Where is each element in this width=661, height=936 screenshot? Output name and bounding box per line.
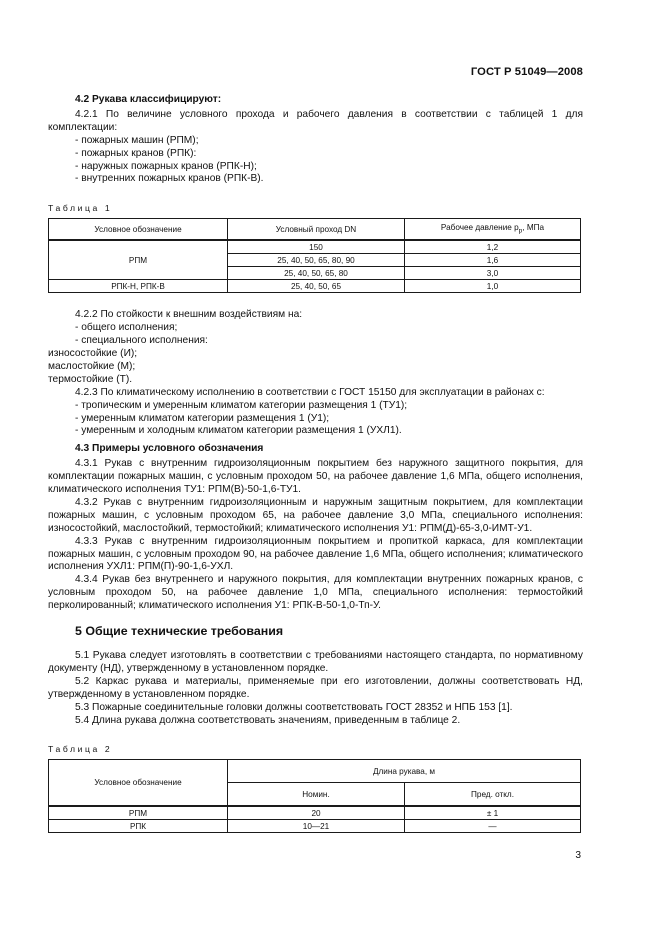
paragraph-4-3-3: 4.3.3 Рукав с внутренним гидроизоляционным покрытием и пропиткой каркаса, для комплектации пожарных машин, с условным проходом 90, на рабочее давление 1,6 МПа, общего исполнения; климатического исполнения УХЛ1: РПМ(П)-90-1,6-УХЛ. — [48, 535, 583, 573]
paragraph-5-4: 5.4 Длина рукава должна соответствовать значениям, приведенным в таблице 2. — [75, 714, 461, 726]
table-cell-designation: РПМ — [49, 806, 228, 820]
table-row — [49, 240, 581, 254]
table-cell-designation: РПК — [49, 820, 228, 833]
list-item: - пожарных кранов (РПК): — [75, 147, 197, 159]
table-header-cell: Номин. — [228, 783, 405, 807]
table-cell-dn: 25, 40, 50, 65, 80 — [228, 267, 405, 280]
table-cell-dn: 25, 40, 50, 65, 80, 90 — [228, 254, 405, 267]
text-line: термостойкие (Т). — [48, 373, 133, 385]
paragraph-5-3: 5.3 Пожарные соединительные головки должны соответствовать ГОСТ 28352 и НПБ 153 [1]. — [75, 701, 513, 713]
table-cell-dn: 25, 40, 50, 65 — [228, 280, 405, 293]
table-1 — [48, 218, 581, 293]
table-row — [49, 806, 581, 820]
table-cell-pressure: 1,0 — [405, 280, 581, 293]
table-header-cell: Условное обозначение — [49, 760, 228, 807]
spacer — [48, 186, 583, 202]
text-line: износостойкие (И); — [48, 347, 138, 359]
paragraph-4-3-1: 4.3.1 Рукав с внутренним гидроизоляционным покрытием без наружного защитного покрытия, для комплектации пожарных машин, с условным проходом 50, на рабочее давление 1,6 МПа, общего исполнения, климатического исполнения ТУ1: РПМ(В)-50-1,6-ТУ1. — [48, 458, 583, 496]
table-cell-pressure: 1,6 — [405, 254, 581, 267]
table-2-caption: Таблица 2 — [48, 744, 113, 755]
section-4-3-title: 4.3 Примеры условного обозначения — [75, 443, 264, 455]
paragraph-5-2: 5.2 Каркас рукава и материалы, применяемые при его изготовлении, должны соответствовать НД, утвержденному в установленном порядке. — [48, 675, 583, 700]
table-header-cell: Длина рукава, м — [228, 760, 581, 783]
table-header-cell: Условное обозначение — [49, 219, 228, 241]
list-item: - наружных пожарных кранов (РПК-Н); — [75, 160, 257, 172]
table-cell-dn: 150 — [228, 240, 405, 254]
paragraph-5-1: 5.1 Рукава следует изготовлять в соответствии с требованиями настоящего стандарта, по нормативному документу (НД), утвержденному в установленном порядке. — [48, 650, 583, 674]
spacer — [48, 727, 583, 743]
table-cell-tolerance: ± 1 — [405, 806, 581, 820]
table-row — [49, 280, 581, 293]
table-row — [49, 820, 581, 833]
header-text: Рабочее давление p — [440, 222, 519, 232]
paragraph-4-2-1: 4.2.1 По величине условного прохода и рабочего давления в соответствии с таблицей 1 для комплектации: — [48, 108, 583, 133]
header-unit: , МПа — [522, 222, 545, 232]
table-header-row — [49, 760, 581, 783]
document-body — [48, 94, 583, 833]
section-5-title: 5 Общие технические требования — [75, 624, 284, 639]
table-cell-pressure: 1,2 — [405, 240, 581, 254]
list-item: - внутренних пожарных кранов (РПК-В). — [75, 173, 264, 185]
text-line: маслостойкие (М); — [48, 360, 136, 372]
table-cell-designation: РПМ — [49, 240, 228, 280]
text-line: - специального исполнения: — [75, 335, 208, 347]
text-line: - тропическим и умеренным климатом категории размещения 1 (ТУ1); — [75, 399, 408, 411]
text-line: - умеренным и холодным климатом категории размещения 1 (УХЛ1). — [75, 425, 402, 437]
text-line: - общего исполнения; — [75, 322, 178, 334]
page-number: 3 — [575, 850, 581, 861]
paragraph-4-2-3: 4.2.3 По климатическому исполнению в соответствии с ГОСТ 15150 для эксплуатации в районах с: — [75, 386, 545, 398]
table-1-caption: Таблица 1 — [48, 203, 113, 214]
spacer — [48, 293, 583, 309]
table-cell-tolerance: — — [405, 820, 581, 833]
paragraph-4-2-2: 4.2.2 По стойкости к внешним воздействиям на: — [75, 309, 303, 321]
table-header-cell: Пред. откл. — [405, 783, 581, 807]
list-item: - пожарных машин (РПМ); — [75, 134, 199, 146]
table-cell-nominal: 10—21 — [228, 820, 405, 833]
classification-list — [48, 135, 583, 187]
table-header-cell — [405, 219, 581, 241]
paragraph-4-3-2: 4.3.2 Рукав с внутренним гидроизоляционным и наружным защитным покрытием, для комплектации пожарных машин, с условным проходом 65, на рабочее давление 3,0 МПа, специального исполнения: износостойкий, маслостойкий, термостойкий; климатического исполнения У1: РПМ(Д)-65-3,0-ИМТ-У1. — [48, 496, 583, 534]
table-cell-pressure: 3,0 — [405, 267, 581, 280]
table-2 — [48, 759, 581, 833]
table-header-row — [49, 219, 581, 241]
table-cell-designation: РПК-Н, РПК-В — [49, 280, 228, 293]
table-cell-nominal: 20 — [228, 806, 405, 820]
document-id-header: ГОСТ Р 51049—2008 — [470, 66, 583, 78]
section-4-2-title: 4.2 Рукава классифицируют: — [75, 94, 222, 105]
table-header-cell: Условный проход DN — [228, 219, 405, 241]
text-line: - умеренным климатом категории размещения 1 (У1); — [75, 412, 330, 424]
header-subscript: р — [518, 227, 523, 235]
paragraph-4-3-4: 4.3.4 Рукав без внутреннего и наружного покрытия, для комплектации внутренних пожарных кранов, с условным проходом 50, на рабочее давление 1,0 МПа, специального исполнения: термостойкий перколированный; климатического исполнения У1: РПК-В-50-1,0-Тп-У. — [48, 574, 583, 612]
